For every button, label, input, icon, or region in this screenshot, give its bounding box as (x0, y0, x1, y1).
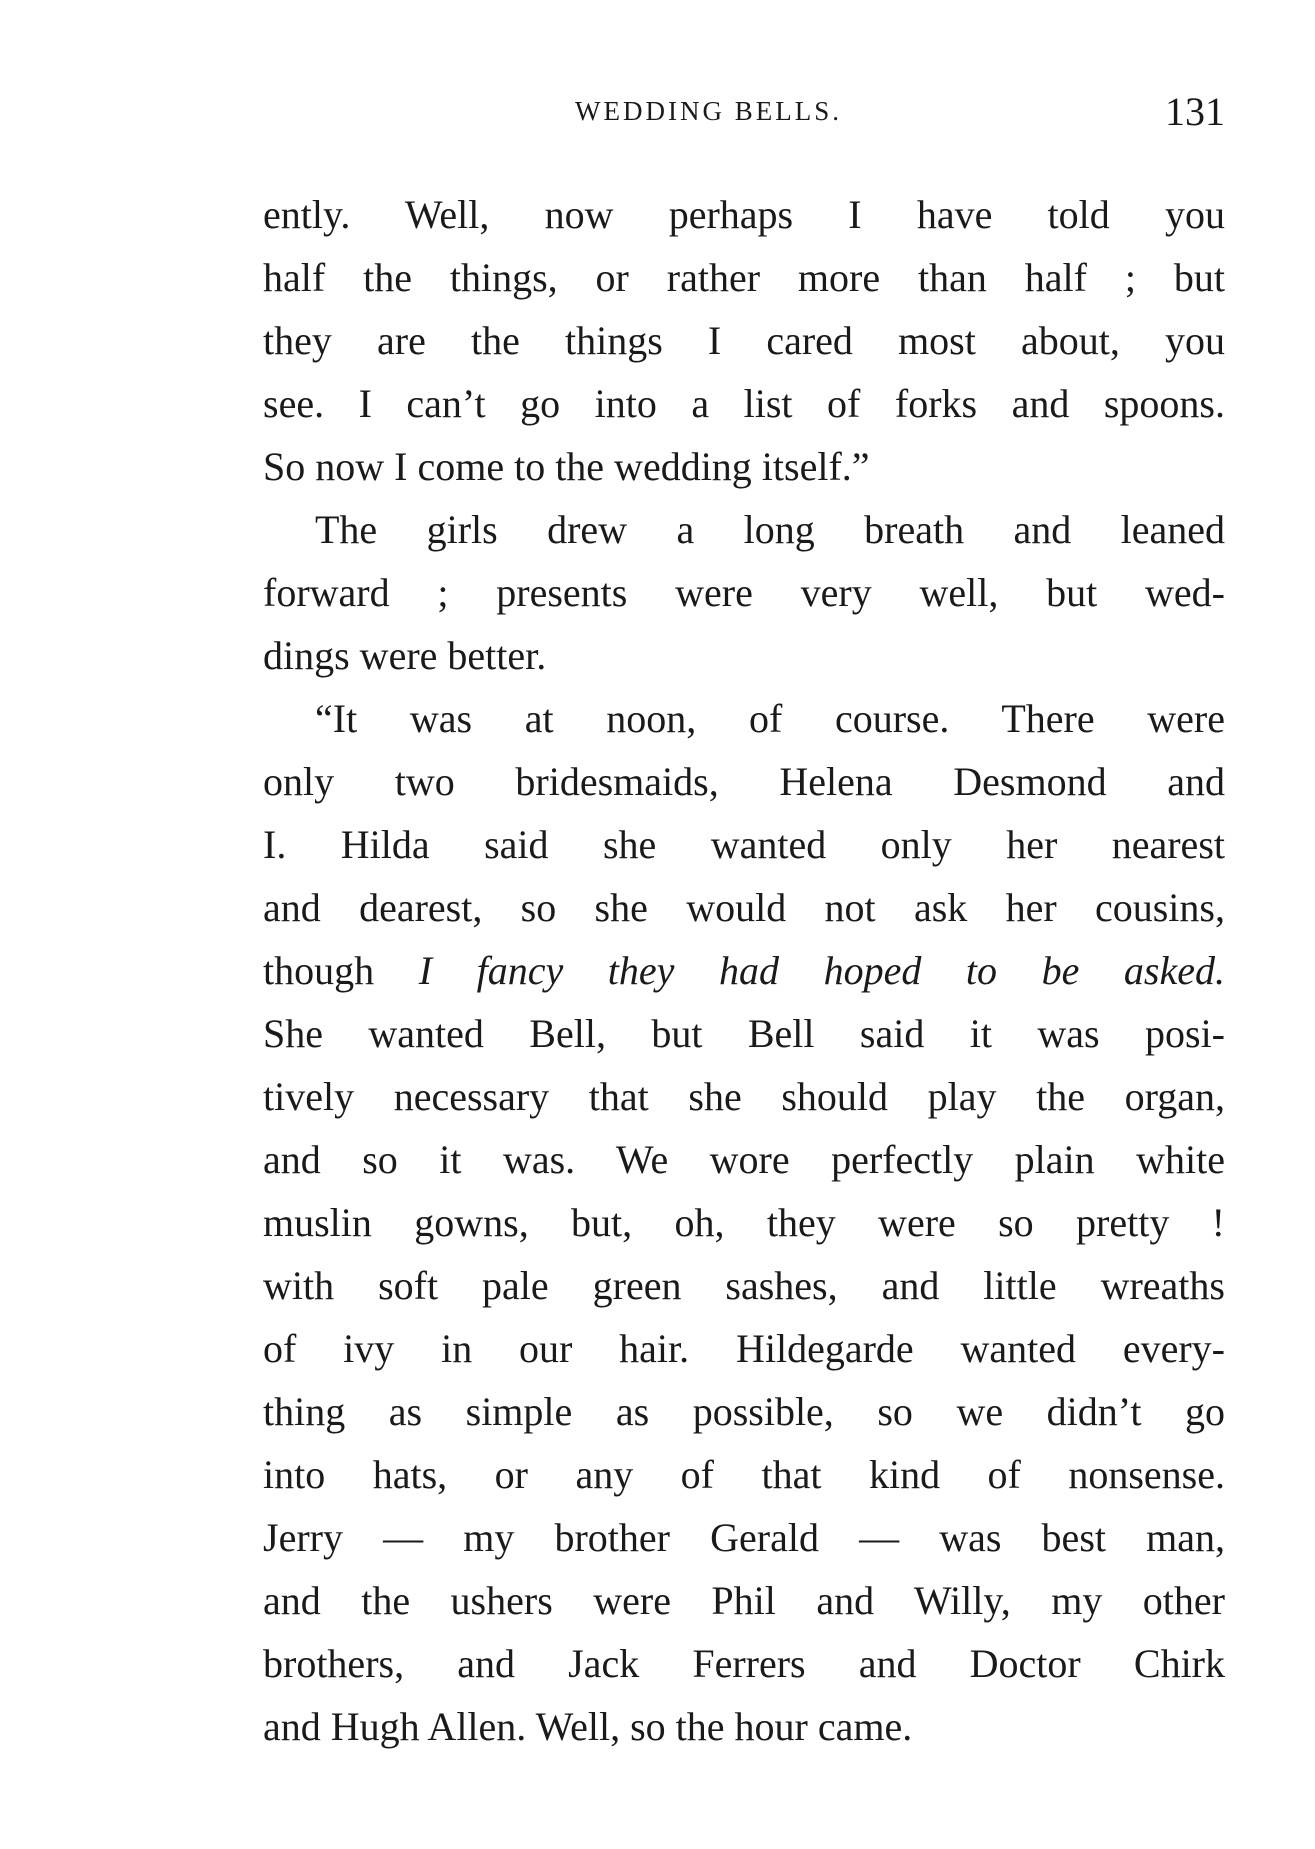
text-line: they are the things I cared most about, you (263, 318, 1225, 363)
running-title: WEDDING BELLS. (575, 96, 842, 126)
text-line: of ivy in our hair. Hildegarde wanted every- (263, 1326, 1225, 1371)
text-line: and so it was. We wore perfectly plain white (263, 1137, 1225, 1182)
text-line: and dearest, so she would not ask her cousins, (263, 885, 1225, 930)
text-line: ently. Well, now perhaps I have told you (263, 192, 1225, 237)
text-line: half the things, or rather more than half ; but (263, 255, 1225, 300)
text-line: “It was at noon, of course. There were (315, 696, 1225, 741)
text-line: I. Hilda said she wanted only her nearest (263, 822, 1225, 867)
text-line: The girls drew a long breath and leaned (315, 507, 1225, 552)
text-line: and Hugh Allen. Well, so the hour came. (263, 1704, 913, 1749)
text-line (263, 939, 1225, 1002)
text-line: only two bridesmaids, Helena Desmond and (263, 759, 1225, 804)
text-line: and the ushers were Phil and Willy, my other (263, 1578, 1225, 1623)
text-line: into hats, or any of that kind of nonsense. (263, 1452, 1225, 1497)
text-line: muslin gowns, but, oh, they were so pretty ! (263, 1200, 1225, 1245)
page-number: 131 (1165, 89, 1225, 134)
text-line: tively necessary that she should play the organ, (263, 1074, 1225, 1119)
body-text (263, 183, 1225, 1758)
text-line: brothers, and Jack Ferrers and Doctor Chirk (263, 1641, 1225, 1686)
text-line: see. I can’t go into a list of forks and spoons. (263, 381, 1225, 426)
text-line: So now I come to the wedding itself.” (263, 444, 870, 489)
text-line: She wanted Bell, but Bell said it was posi- (263, 1011, 1225, 1056)
italic-text: I fancy they had hoped to be asked. (418, 948, 1225, 993)
text-line: with soft pale green sashes, and little wreaths (263, 1263, 1225, 1308)
text-line: dings were better. (263, 633, 547, 678)
text-fragment: though (263, 948, 419, 993)
text-line: Jerry — my brother Gerald — was best man, (263, 1515, 1225, 1560)
text-line: forward ; presents were very well, but wed- (263, 570, 1225, 615)
text-line: thing as simple as possible, so we didn’t go (263, 1389, 1225, 1434)
page-header (263, 88, 1225, 138)
